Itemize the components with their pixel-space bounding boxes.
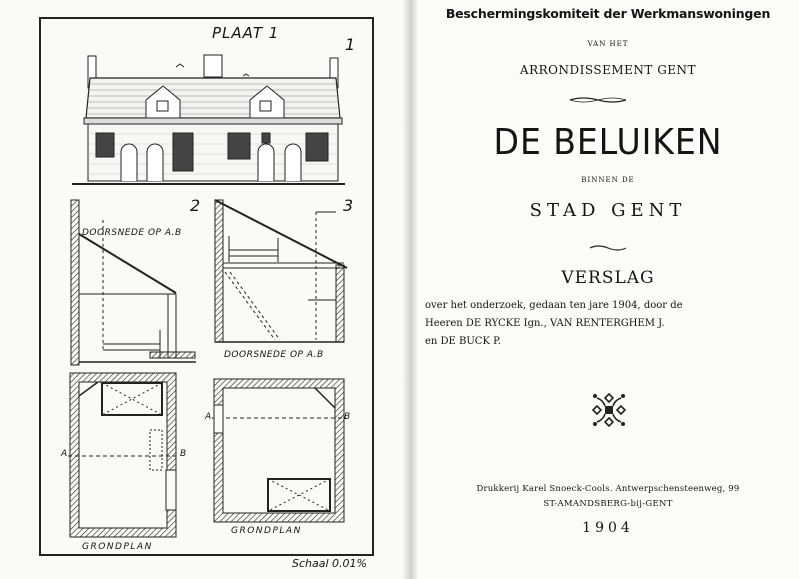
- ground-plan-right: [212, 379, 346, 522]
- marker-a-left: A: [61, 449, 68, 459]
- city-name: STAD GENT: [529, 200, 687, 221]
- description-line-3: en DE BUCK P.: [425, 336, 501, 347]
- section-drawing-right: [215, 200, 347, 342]
- ground-plan-label-left: GRONDPLAN: [82, 542, 153, 552]
- marker-b-right: B: [344, 412, 351, 422]
- description-line-1: over het onderzoek, gedaan ten jare 1904, door de: [425, 300, 683, 311]
- ornament-divider-middle: [588, 244, 628, 252]
- main-title: DE BELUIKEN: [493, 122, 723, 163]
- publication-year: 1904: [582, 520, 634, 536]
- report-heading: VERSLAG: [561, 268, 655, 288]
- plate-title: PLAAT 1: [212, 24, 280, 42]
- printer-ornament-icon: [591, 392, 627, 428]
- scale-label: Schaal 0.01%: [292, 557, 367, 570]
- figure-number-2: 2: [190, 196, 201, 215]
- printer-line-1: Drukkerij Karel Snoeck-Cools. Antwerpschensteenweg, 99: [476, 484, 740, 494]
- ornament-divider-top: [568, 96, 628, 104]
- binnen-de-text: BINNEN DE: [581, 176, 635, 184]
- book-spine: [403, 0, 417, 579]
- description-line-2: Heeren DE RYCKE Ign., VAN RENTERGHEM J.: [425, 318, 665, 329]
- right-page-title: [417, 0, 799, 579]
- printer-line-2: ST-AMANDSBERG-bij-GENT: [543, 499, 673, 509]
- van-het-text: VAN HET: [587, 40, 629, 48]
- section-label-top: DOORSNEDE OP A.B: [82, 228, 182, 238]
- ground-plan-left: [68, 373, 176, 537]
- district-name: ARRONDISSEMENT GENT: [519, 63, 697, 77]
- section-label-bottom: DOORSNEDE OP A.B: [224, 350, 324, 360]
- figure-number-1: 1: [345, 35, 356, 54]
- committee-name: Beschermingskomiteit der Werkmanswoningen: [445, 6, 771, 21]
- figure-number-3: 3: [343, 196, 354, 215]
- section-drawing-left: [71, 200, 196, 365]
- ground-plan-label-right: GRONDPLAN: [231, 526, 302, 536]
- marker-b-left: B: [180, 449, 187, 459]
- marker-a-right: A: [205, 412, 212, 422]
- facade-drawing: [72, 55, 345, 184]
